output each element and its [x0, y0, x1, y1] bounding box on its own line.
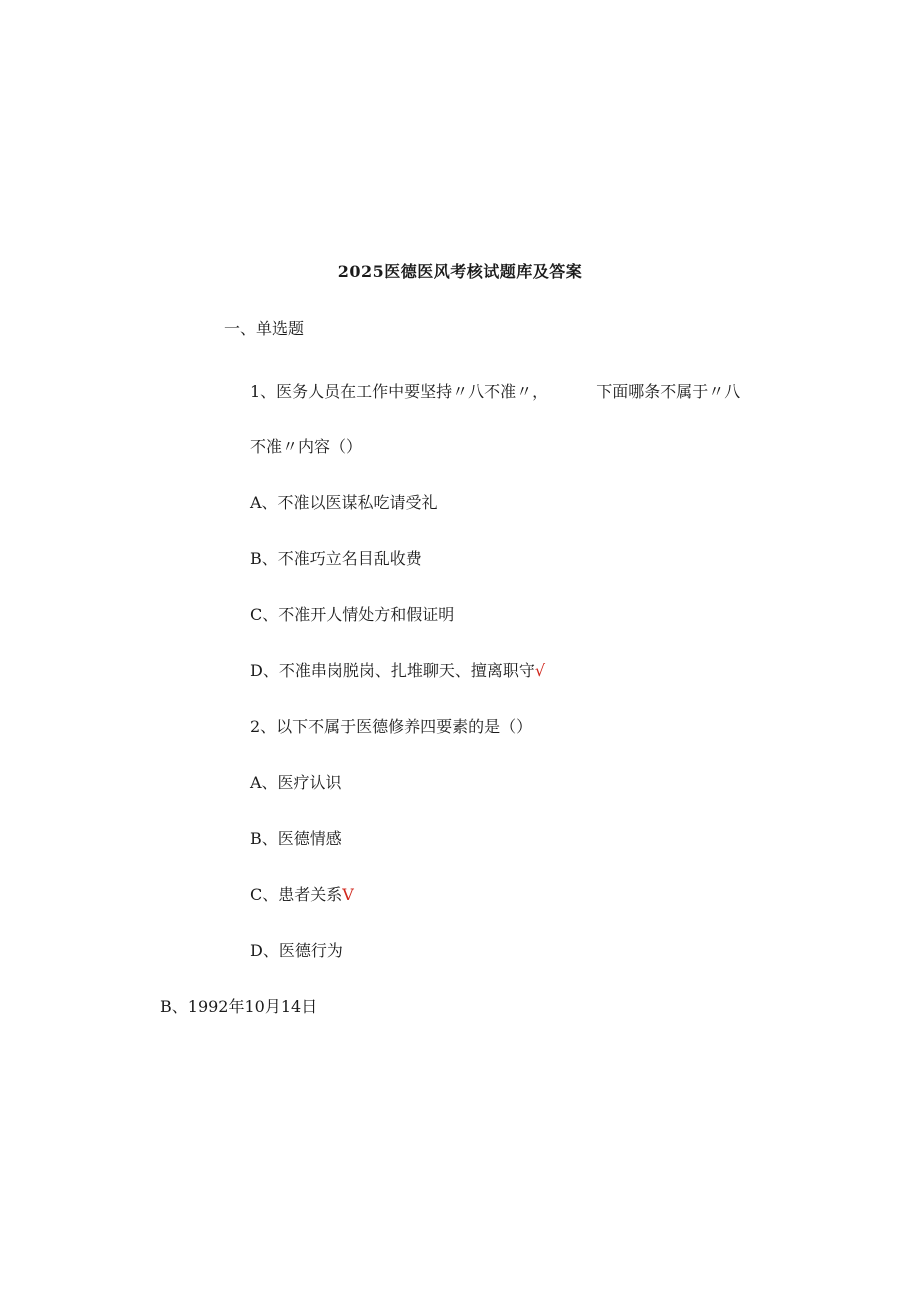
question-2-stem: 2、以下不属于医德修养四要素的是（）: [250, 717, 533, 736]
option-text: B、不准巧立名目乱收费: [250, 549, 422, 568]
question-2-option-b: [250, 829, 342, 849]
trailing-option-line: B、1992年10月14日: [160, 997, 318, 1016]
question-2-option-d: [250, 941, 343, 961]
option-text: A、不准以医谋私吃请受礼: [250, 493, 438, 512]
question-1-option-c: [250, 605, 454, 625]
section-heading: 一、单选题: [224, 319, 305, 338]
question-1-option-a: [250, 493, 438, 513]
option-text: C、不准开人情处方和假证明: [250, 605, 455, 624]
option-text: B、医德情感: [250, 829, 342, 848]
option-text: C、患者关系: [250, 885, 343, 904]
document-title: 2025医德医风考核试题库及答案: [337, 262, 583, 281]
question-1-stem-part2: 下面哪条不属于〃八: [596, 382, 741, 401]
question-1-stem-continued: 不准〃内容（）: [250, 437, 363, 456]
answer-check-mark: V: [342, 885, 354, 904]
question-1-stem-part1: 1、医务人员在工作中要坚持〃八不准〃，: [250, 382, 549, 401]
option-text: D、医德行为: [250, 941, 343, 960]
question-1-stem: [250, 382, 740, 402]
question-2-option-c: [250, 885, 354, 905]
option-text: D、不准串岗脱岗、扎堆聊天、擅离职守: [250, 661, 535, 680]
question-1-option-d: [250, 661, 545, 681]
answer-check-mark: √: [534, 661, 546, 680]
question-1-option-b: [250, 549, 422, 569]
option-text: A、医疗认识: [250, 773, 342, 792]
question-2-option-a: [250, 773, 342, 793]
